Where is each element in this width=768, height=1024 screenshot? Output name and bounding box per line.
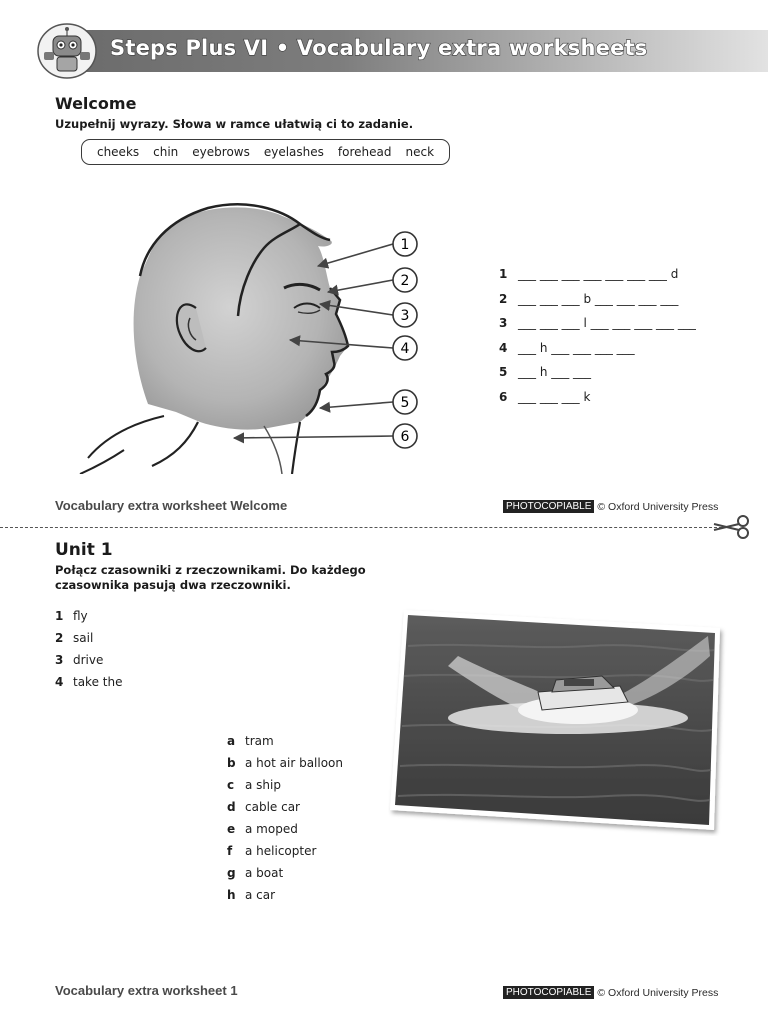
- word-box-item: forehead: [337, 145, 392, 159]
- cut-line: [0, 527, 722, 528]
- scissors-icon: [712, 515, 752, 539]
- verb-item: 2 sail: [55, 631, 94, 645]
- svg-text:3: 3: [400, 308, 410, 324]
- svg-text:4: 4: [400, 341, 410, 357]
- blank-row: 2 ___ ___ ___ b ___ ___ ___ ___: [499, 291, 679, 306]
- callout-2: [393, 268, 417, 292]
- verb-item: 4 take the: [55, 675, 123, 689]
- copyright-text: © Oxford University Press: [597, 500, 719, 513]
- word-box-item: eyebrows: [192, 145, 250, 159]
- word-box-item: neck: [405, 145, 435, 159]
- blank-row: 6 ___ ___ ___ k: [499, 389, 591, 404]
- blank-row: 1 ___ ___ ___ ___ ___ ___ ___ d: [499, 267, 679, 282]
- blank-pattern[interactable]: ___ h ___ ___ ___ ___: [518, 340, 635, 355]
- unit1-instruction-line2: czasownika pasują dwa rzeczowniki.: [55, 578, 291, 592]
- welcome-footer-label: Vocabulary extra worksheet Welcome: [55, 498, 288, 513]
- blank-row: 3 ___ ___ ___ l ___ ___ ___ ___ ___: [499, 316, 696, 331]
- word-box-item: cheeks: [96, 145, 140, 159]
- noun-list: [227, 730, 407, 906]
- callout-6: [393, 424, 417, 448]
- noun-item: d cable car: [227, 800, 300, 814]
- blank-pattern[interactable]: ___ ___ ___ l ___ ___ ___ ___ ___: [518, 316, 696, 331]
- unit1-title: Unit 1: [55, 540, 113, 560]
- welcome-title: Welcome: [55, 94, 137, 113]
- blank-word-list: [499, 262, 729, 409]
- unit1-footer-label: Vocabulary extra worksheet 1: [55, 983, 238, 998]
- callout-1: [393, 232, 417, 256]
- word-box-item: eyelashes: [263, 145, 324, 159]
- svg-text:2: 2: [400, 273, 410, 289]
- blank-pattern[interactable]: ___ ___ ___ ___ ___ ___ ___ d: [518, 267, 679, 282]
- unit1-instruction-line1: Połącz czasowniki z rzeczownikami. Do każdego: [55, 563, 366, 577]
- copyright-text: © Oxford University Press: [597, 986, 719, 999]
- noun-item: h a car: [227, 888, 276, 902]
- verb-list: [55, 605, 235, 693]
- copyright-notice: [503, 500, 718, 513]
- welcome-instruction: Uzupełnij wyrazy. Słowa w ramce ułatwią ci to zadanie.: [55, 117, 414, 131]
- speedboat-photo: [388, 606, 728, 836]
- svg-text:5: 5: [400, 395, 410, 411]
- noun-item: g a boat: [227, 866, 284, 880]
- callout-4: [393, 336, 417, 360]
- blank-pattern[interactable]: ___ ___ ___ k: [518, 389, 591, 404]
- blank-pattern[interactable]: ___ ___ ___ b ___ ___ ___ ___: [518, 291, 679, 306]
- photocopiable-badge: PHOTOCOPIABLE: [503, 500, 594, 513]
- noun-item: e a moped: [227, 822, 298, 836]
- verb-item: 3 drive: [55, 653, 104, 667]
- blank-row: 4 ___ h ___ ___ ___ ___: [499, 340, 635, 355]
- word-box-item: chin: [153, 145, 179, 159]
- svg-text:1: 1: [400, 237, 410, 253]
- blank-row: 5 ___ h ___ ___: [499, 365, 592, 380]
- word-box: [81, 139, 450, 165]
- svg-text:6: 6: [400, 429, 410, 445]
- face-illustration: [68, 196, 428, 474]
- photocopiable-badge: PHOTOCOPIABLE: [503, 986, 594, 999]
- callout-5: [393, 390, 417, 414]
- blank-pattern[interactable]: ___ h ___ ___: [518, 365, 592, 380]
- noun-item: c a ship: [227, 778, 281, 792]
- noun-item: b a hot air balloon: [227, 756, 343, 770]
- noun-item: a tram: [227, 734, 274, 748]
- verb-item: 1 fly: [55, 609, 88, 623]
- header-title: Steps Plus VI • Vocabulary extra worksheets: [110, 36, 648, 60]
- noun-item: f a helicopter: [227, 844, 317, 858]
- callout-3: [393, 303, 417, 327]
- robot-logo-icon: [36, 22, 98, 80]
- copyright-notice: [503, 986, 718, 999]
